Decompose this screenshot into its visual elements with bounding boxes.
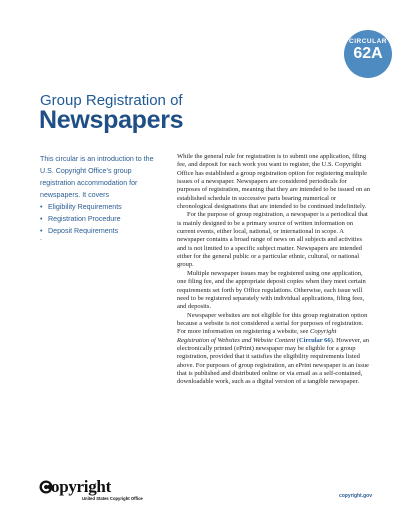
topic-list [40, 201, 160, 237]
body-paragraph-4-continued: However, an electronically printed (ePrint) newspaper may be eligible for a group registration, provided that it satisfies the eligibility requirements listed above. For purposes of group registration, an ePrint newspaper is an issue that is published and distributed online or via email as a self-contained, downloadable work, such as a digital version of a tangible newspaper. [177, 336, 370, 386]
body-paragraph-2: For the purpose of group registration, a newspaper is a periodical that is mainly designed to be a primary source of written information on current events, either local, national, or international in scope. A newspaper contains a broad range of news on all subjects and activities and is not limited to a specific subject matter. Newspapers are intended either for the general public or a particular ethnic, cultural, or national group. [177, 211, 368, 269]
logo-wordmark: opyright [51, 477, 111, 496]
body-paragraph-4-text: Newspaper websites are not eligible for this group registration option because a website is not considered a serial for purposes of registration. For more information on registering a website, see [177, 311, 368, 336]
trailing-mark: . [40, 235, 42, 242]
circular-66-title: Copyright Registration of Websites and Website Content [177, 328, 337, 344]
cite-open: ( [295, 336, 299, 344]
circular-number: 62A [353, 45, 383, 62]
circular-66-link[interactable]: Circular 66 [298, 336, 331, 344]
topic-label: Registration Procedure [48, 215, 121, 223]
bullet-icon: • [40, 227, 43, 235]
body-paragraph-3: Multiple newspaper issues may be registered using one application, one filing fee, and the appropriate deposit copies when they meet certain requirements set forth by Office regulations. Otherwise, each issue will need to be registered separately with individual applications, filing fees, and deposits. [177, 269, 366, 311]
topic-item [40, 225, 160, 237]
body-paragraph-1: While the general rule for registration is to submit one application, filing fee, and deposit for each work you want to register, the U.S. Copyright Office has established a group registration option for registering multiple issues of a newspaper. Newspapers are considered periodicals for purposes of registration, meaning that they are intended to be issued on an established schedule in successive parts bearing numerical or chronological designations that are intended to be continued indefinitely. [177, 153, 370, 211]
bullet-icon: • [40, 203, 43, 211]
topic-label: Deposit Requirements [48, 227, 119, 235]
body-text [177, 153, 370, 387]
website-link[interactable]: copyright.gov [338, 493, 372, 499]
page-title-line2: Newspapers [39, 106, 184, 134]
logo-subtitle: United States Copyright Office [82, 496, 143, 501]
page-title-line1: Group Registration of [40, 92, 183, 109]
topic-item [40, 201, 160, 213]
intro-text: This circular is an introduction to the U.S. Copyright Office’s group registration accommodation for newspapers. It covers [40, 155, 154, 199]
bullet-icon: • [40, 215, 43, 223]
copyright-office-logo [39, 477, 143, 502]
circular-label: CIRCULAR [349, 38, 387, 45]
topic-item [40, 213, 160, 225]
body-paragraph-4 [177, 312, 370, 387]
intro-summary [40, 153, 160, 237]
topic-label: Eligibility Requirements [48, 203, 122, 211]
circular-badge [344, 30, 392, 78]
cite-close: ). [330, 336, 335, 344]
